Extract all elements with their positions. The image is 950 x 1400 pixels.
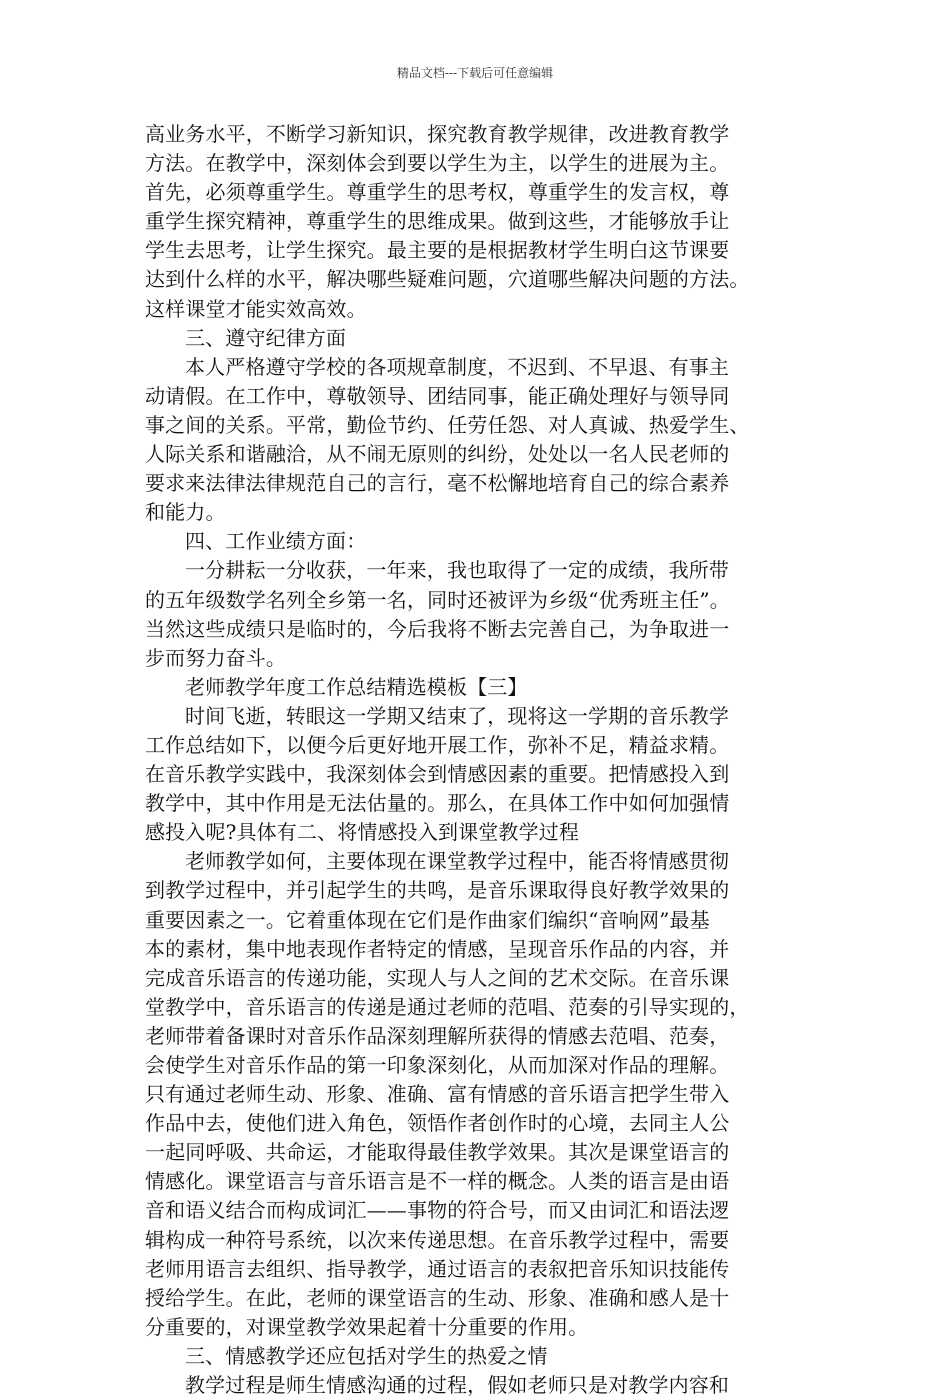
text-line: 的五年级数学名列全乡第一名，同时还被评为乡级“优秀班主任”。 [145,587,730,612]
text-line: 学生去思考，让学生探究。最主要的是根据教材学生明白这节课要 [145,238,730,263]
text-line: 一起同呼吸、共命运，才能取得最佳教学效果。其次是课堂语言的 [145,1140,730,1165]
text-line: 时间飞逝，转眼这一学期又结束了，现将这一学期的音乐教学 [185,703,730,728]
document-body [145,120,825,1400]
text-line: 辑构成一种符号系统，以次来传递思想。在音乐教学过程中，需要 [145,1227,730,1252]
text-line: 完成音乐语言的传递功能，实现人与人之间的艺术交际。在音乐课 [145,965,730,990]
text-line: 方法。在教学中，深刻体会到要以学生为主，以学生的进展为主。 [145,151,730,176]
text-line: 高业务水平，不断学习新知识，探究教育教学规律，改进教育教学 [145,122,730,146]
text-line: 教学过程是师生情感沟通的过程，假如老师只是对教学内容和 [185,1373,730,1398]
text-line: 重学生探究精神，尊重学生的思维成果。做到这些，才能够放手让 [145,209,730,234]
text-line: 老师带着备课时对音乐作品深刻理解所获得的情感去范唱、范奏， [145,1023,730,1048]
text-line: 分重要的，对课堂教学效果起着十分重要的作用。 [145,1314,589,1339]
text-line: 四、工作业绩方面： [185,529,367,554]
text-line: 重要因素之一。它着重体现在它们是作曲家们编织“音响网”最基 [145,907,710,932]
text-line: 堂教学中，音乐语言的传递是通过老师的范唱、范奏的引导实现的， [145,994,750,1019]
text-line: 步而努力奋斗。 [145,645,287,670]
text-line: 当然这些成绩只是临时的，今后我将不断去完善自己，为争取进一 [145,616,730,641]
text-line: 作品中去，使他们进入角色，领悟作者创作时的心境，去同主人公 [145,1111,730,1136]
text-line: 这样课堂才能实效高效。 [145,296,367,321]
text-line: 要求来法律法律规范自己的言行，毫不松懈地培育自己的综合素养 [145,471,730,496]
text-line: 老师教学年度工作总结精选模板【三】 [185,674,528,699]
text-line: 达到什么样的水平，解决哪些疑难问题，穴道哪些解决问题的方法。 [145,267,750,292]
text-line: 感投入呢?具体有二、将情感投入到课堂教学过程 [145,820,580,845]
text-line: 事之间的关系。平常，勤俭节约、任劳任怨、对人真诚、热爱学生、 [145,412,750,437]
text-line: 动请假。在工作中，尊敬领导、团结同事，能正确处理好与领导同 [145,383,730,408]
text-line: 到教学过程中，并引起学生的共鸣，是音乐课取得良好教学效果的 [145,878,730,903]
text-line: 会使学生对音乐作品的第一印象深刻化，从而加深对作品的理解。 [145,1053,730,1077]
text-line: 在音乐教学实践中，我深刻体会到情感因素的重要。把情感投入到 [145,762,730,787]
text-line: 教学中，其中作用是无法估量的。那么，在具体工作中如何加强情 [145,791,730,816]
text-line: 音和语义结合而构成词汇——事物的符合号，而又由词汇和语法逻 [145,1198,730,1223]
text-line: 老师教学如何，主要体现在课堂教学过程中，能否将情感贯彻 [185,849,730,874]
text-line: 情感化。课堂语言与音乐语言是不一样的概念。人类的语言是由语 [145,1169,730,1194]
page-header: 精品文档---下载后可任意编辑 [396,66,554,80]
text-line: 首先，必须尊重学生。尊重学生的思考权，尊重学生的发言权，尊 [145,180,730,205]
text-line: 老师用语言去组织、指导教学，通过语言的表叙把音乐知识技能传 [145,1256,730,1281]
text-line: 工作总结如下，以便今后更好地开展工作，弥补不足，精益求精。 [145,732,730,757]
text-line: 人际关系和谐融洽，从不闹无原则的纠纷，处处以一名人民老师的 [145,442,730,467]
text-line: 本的素材，集中地表现作者特定的情感，呈现音乐作品的内容，并 [145,936,730,961]
text-line: 三、遵守纪律方面 [185,325,347,350]
text-line: 只有通过老师生动、形象、准确、富有情感的音乐语言把学生带入 [145,1082,730,1107]
text-line: 一分耕耘一分收获，一年来，我也取得了一定的成绩，我所带 [185,558,730,583]
text-line: 授给学生。在此，老师的课堂语言的生动、形象、准确和感人是十 [145,1285,730,1310]
text-line: 本人严格遵守学校的各项规章制度，不迟到、不早退、有事主 [185,354,730,379]
text-line: 三、情感教学还应包括对学生的热爱之情 [185,1343,548,1368]
text-line: 和能力。 [145,500,226,525]
